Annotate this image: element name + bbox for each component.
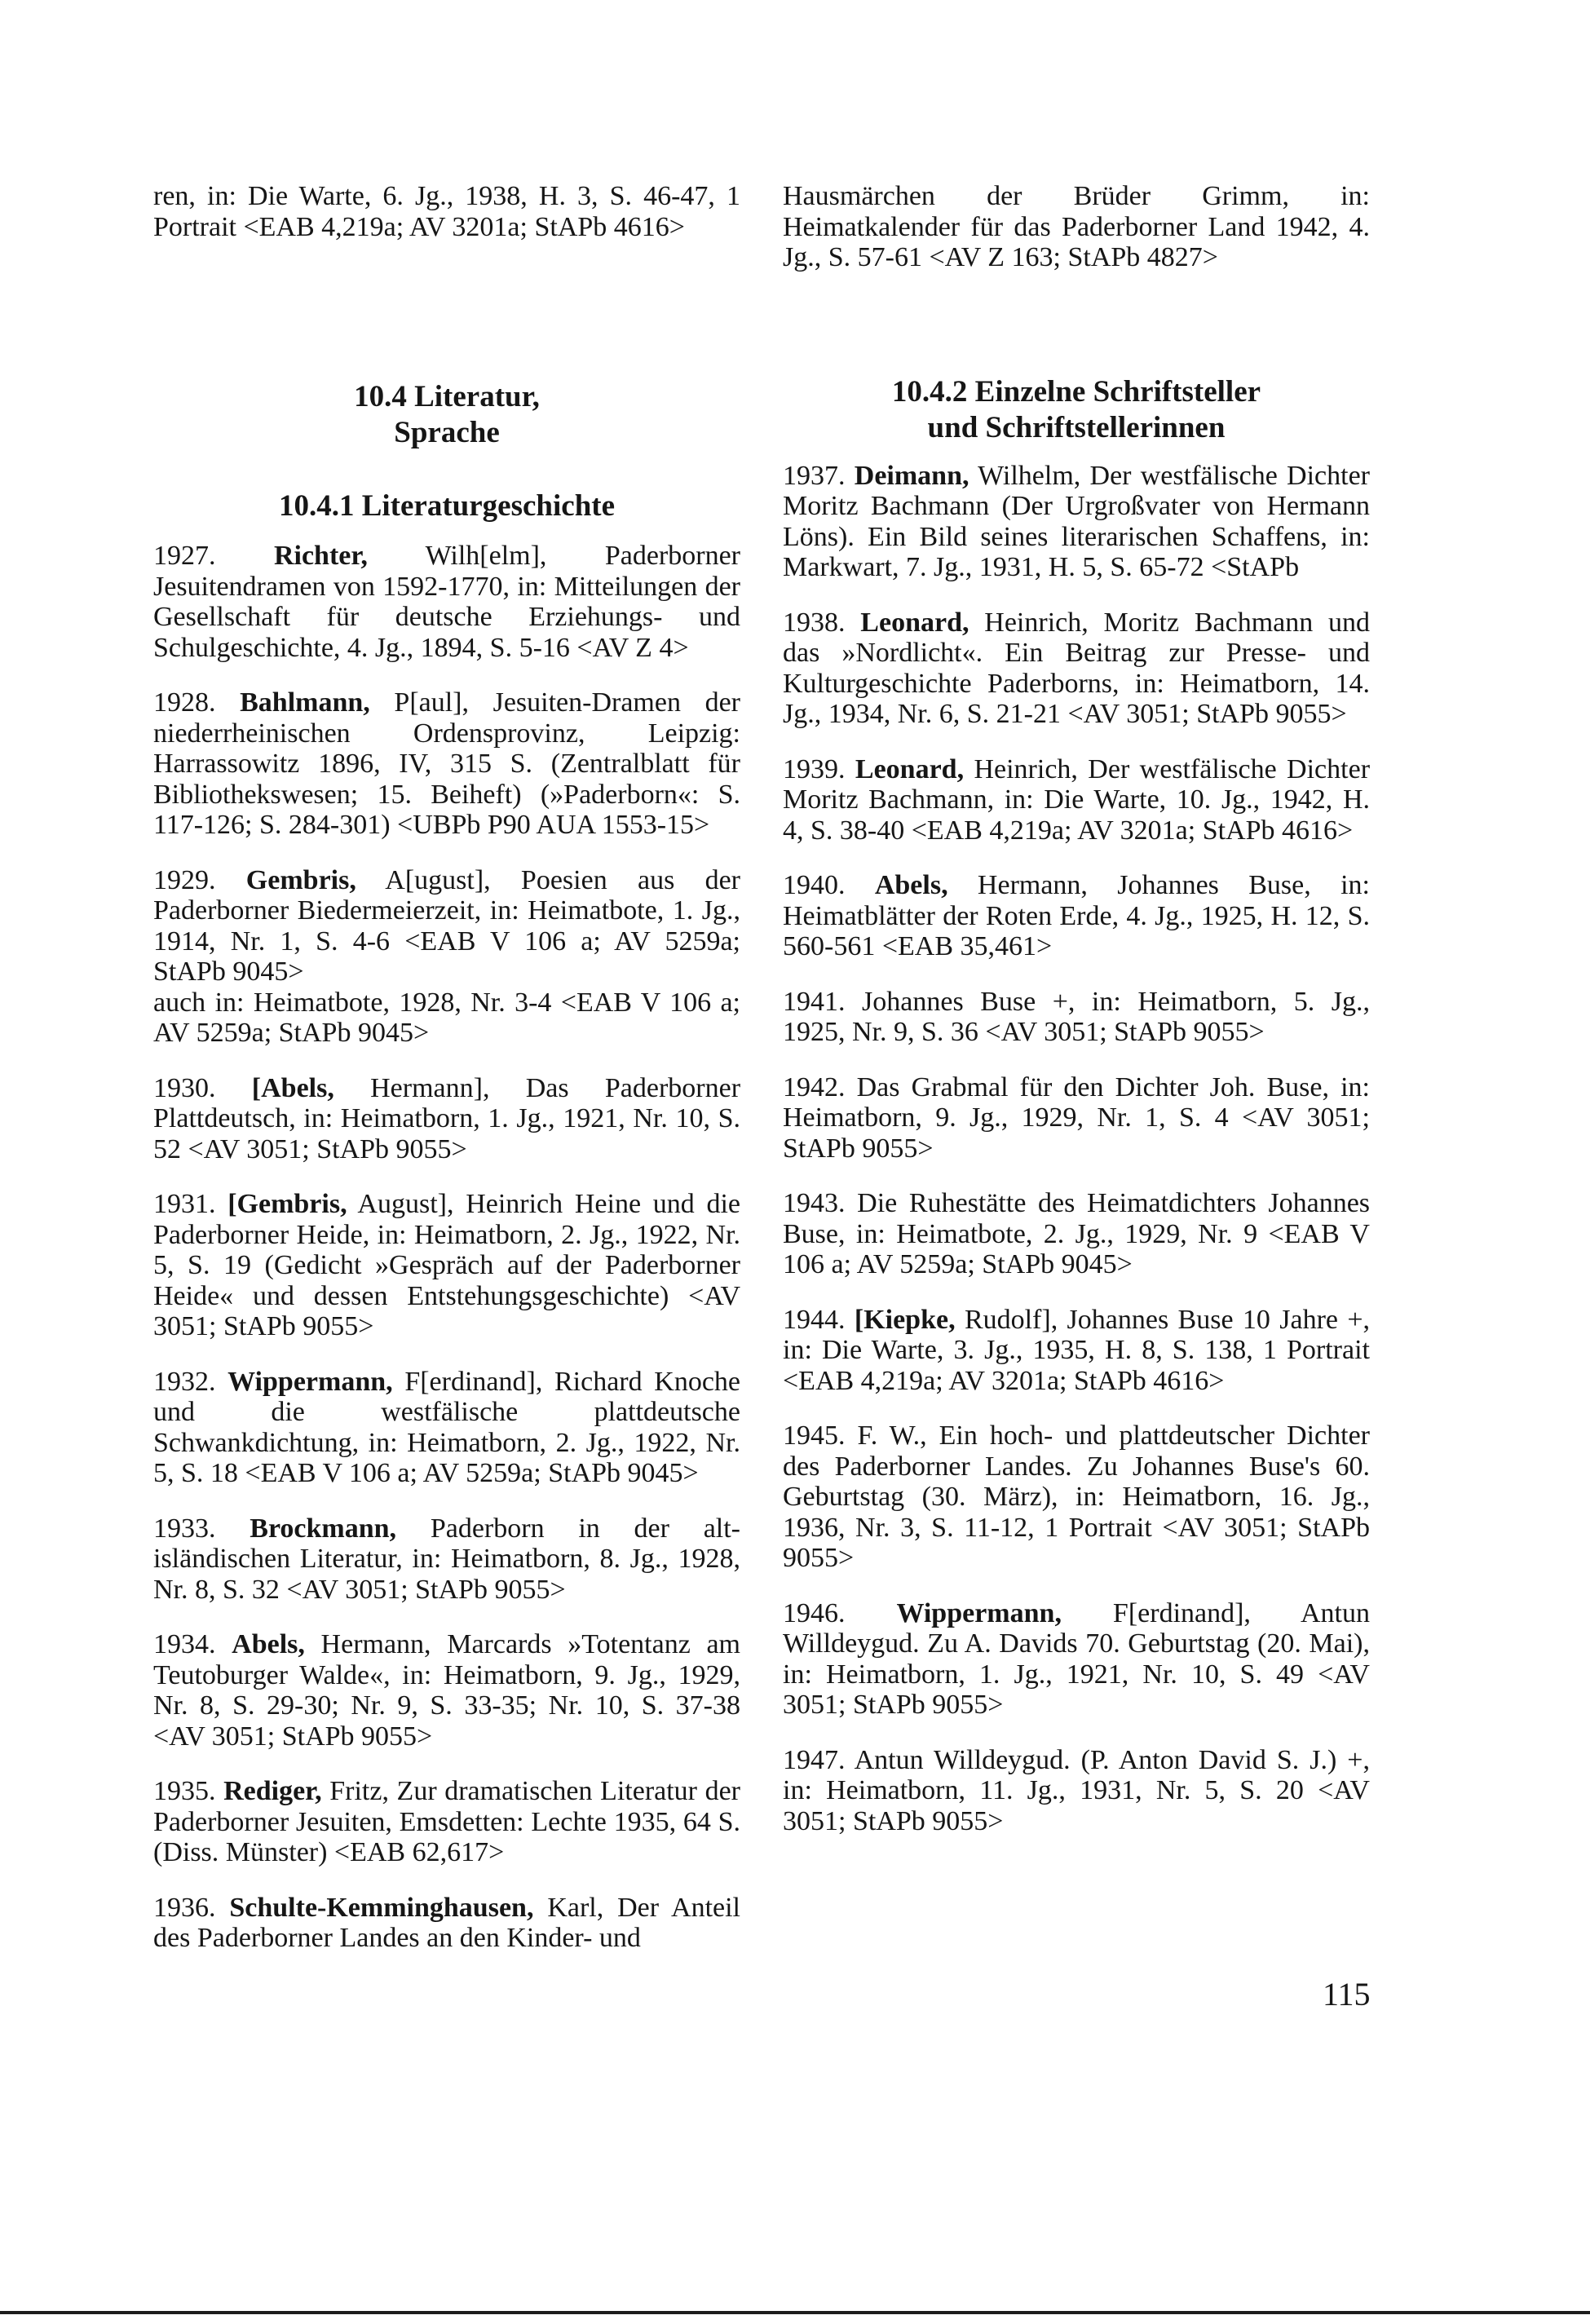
entry-number: 1938.: [783, 607, 846, 638]
entry-text: Hermann, Marcards »Totentanz am Teutoburger Walde«, in: Heimatborn, 9. Jg., 1929, Nr. 8, S. 29-30; Nr. 9, S. 33-35; Nr. 10, S. 37-38 <AV 3051; StAPb 9055>: [153, 1629, 740, 1752]
bottom-rule: [0, 2311, 1590, 2314]
entry-number: 1941.: [783, 986, 846, 1017]
section-heading-line2: Sprache: [394, 416, 500, 449]
bibliography-entry: [153, 1073, 740, 1165]
entry-number: 1937.: [783, 460, 846, 491]
bibliography-entry: [153, 1629, 740, 1752]
bibliography-entry: [783, 987, 1370, 1048]
entry-text: Karl, Der Anteil des Paderborner Landes an den Kinder- und: [153, 1892, 741, 1953]
entry-number: 1930.: [153, 1072, 216, 1103]
entry-author: [Abels,: [251, 1072, 334, 1103]
entry-text: August], Heinrich Heine und die Paderborner Heide, in: Heimatborn, 2. Jg., 1922, Nr. 5, S. 19 (Gedicht »Gespräch auf der Paderborner Heide« und dessen Entstehungsgeschichte) <AV 3051; StAPb 9055>: [153, 1189, 740, 1341]
subsection-heading: [783, 374, 1370, 446]
entry-text: A[ugust], Poesien aus der Paderborner Biedermeierzeit, in: Heimatbote, 1. Jg., 1914, Nr. 1, S. 4-6 <EAB V 106 a; AV 5259a; StAPb 9045>: [153, 864, 741, 987]
entry-number: 1943.: [783, 1188, 846, 1218]
subsection-heading-line2: und Schriftstellerinnen: [927, 410, 1226, 444]
entry-text: Heinrich, Der westfälische Dichter Moritz Bachmann, in: Die Warte, 10. Jg., 1942, H. 4, S. 38-40 <EAB 4,219a; AV 3201a; StAPb 4616>: [783, 753, 1371, 846]
entry-number: 1929.: [153, 864, 216, 895]
entry-author: Deimann,: [854, 460, 969, 491]
entry-author: Rediger,: [223, 1776, 322, 1806]
bibliography-entry: [783, 1188, 1370, 1280]
entry-author: Abels,: [874, 870, 948, 900]
right-column: [783, 181, 1370, 1861]
entry-number: 1940.: [783, 870, 846, 900]
entry-text: Wilhelm, Der westfälische Dichter Moritz Bachmann (Der Urgroßvater von Hermann Löns). Ein Bild seines literarischen Schaffens, in: Markwart, 7. Jg., 1931, H. 5, S. 65-72 <StAPb: [783, 460, 1370, 582]
left-column: [153, 181, 740, 1978]
entry-number: 1928.: [153, 687, 216, 718]
entry-text: Paderborn in der alt-isländischen Literatur, in: Heimatborn, 8. Jg., 1928, Nr. 8, S. 32 <AV 3051; StAPb 9055>: [153, 1513, 741, 1605]
bibliography-entry: [153, 865, 740, 1049]
entry-author: Bahlmann,: [240, 687, 370, 718]
entry-author: Gembris,: [245, 864, 356, 895]
subsection-heading-line1: 10.4.2 Einzelne Schriftsteller: [891, 374, 1261, 409]
entry-text: Antun Willdeygud. (P. Anton David S. J.) +, in: Heimatborn, 11. Jg., 1931, Nr. 5, S. 20 <AV 3051; StAPb 9055>: [783, 1744, 1370, 1836]
bibliography-entry: [153, 1776, 740, 1868]
entry-text: F[erdinand], Richard Knoche und die westfälische plattdeutsche Schwankdichtung, in: Heimatborn, 2. Jg., 1922, Nr. 5, S. 18 <EAB V 106 a; AV 5259a; StAPb 9045>: [153, 1366, 741, 1488]
bibliography-entry: [153, 687, 740, 841]
entry-extra-text: auch in: Heimatbote, 1928, Nr. 3-4 <EAB V 106 a; AV 5259a; StAPb 9045>: [153, 987, 740, 1048]
entry-author: Wippermann,: [227, 1366, 393, 1397]
entry-number: 1931.: [153, 1189, 216, 1219]
entry-number: 1927.: [153, 541, 216, 571]
entry-text: Johannes Buse +, in: Heimatborn, 5. Jg., 1925, Nr. 9, S. 36 <AV 3051; StAPb 9055>: [783, 986, 1371, 1047]
bibliography-entry: [783, 1745, 1370, 1837]
entry-text: Fritz, Zur dramatischen Literatur der Paderborner Jesuiten, Emsdetten: Lechte 1935, 64 S. (Diss. Münster) <EAB 62,617>: [153, 1776, 741, 1867]
continuation-text: Hausmärchen der Brüder Grimm, in: Heimatkalender für das Paderborner Land 1942, 4. Jg., S. 57-61 <AV Z 163; StAPb 4827>: [783, 181, 1370, 272]
entry-text: Die Ruhestätte des Heimatdichters Johannes Buse, in: Heimatbote, 2. Jg., 1929, Nr. 9 <EAB V 106 a; AV 5259a; StAPb 9045>: [783, 1188, 1371, 1279]
entry-number: 1936.: [153, 1892, 216, 1923]
bibliography-entry: [783, 870, 1370, 962]
bibliography-entry: [783, 754, 1370, 846]
bibliography-entry: [783, 1072, 1370, 1164]
entry-number: 1946.: [783, 1597, 846, 1628]
entry-text: Heinrich, Moritz Bachmann und das »Nordlicht«. Ein Beitrag zur Presse- und Kulturgeschichte Paderborns, in: Heimatborn, 14. Jg., 1934, Nr. 6, S. 21-21 <AV 3051; StAPb 9055>: [783, 607, 1371, 729]
entry-author: Brockmann,: [250, 1513, 397, 1544]
entry-text: Hermann], Das Paderborner Plattdeutsch, in: Heimatborn, 1. Jg., 1921, Nr. 10, S. 52 <AV 3051; StAPb 9055>: [153, 1072, 741, 1164]
bibliography-entry: [783, 461, 1370, 583]
entry-text: Hermann, Johannes Buse, in: Heimatblätter der Roten Erde, 4. Jg., 1925, H. 12, S. 560-561 <EAB 35,461>: [783, 870, 1370, 961]
bibliography-entry: [153, 1189, 740, 1342]
entry-author: Wippermann,: [896, 1597, 1062, 1628]
entry-author: Abels,: [232, 1629, 305, 1659]
entry-text: Rudolf], Johannes Buse 10 Jahre +, in: Die Warte, 3. Jg., 1935, H. 8, S. 138, 1 Portrait <EAB 4,219a; AV 3201a; StAPb 4616>: [783, 1304, 1371, 1396]
bibliography-entry: [153, 1893, 740, 1954]
bibliography-entry: [783, 608, 1370, 730]
entry-author: Richter,: [273, 541, 368, 571]
section-heading: [153, 379, 740, 451]
entry-text: P[aul], Jesuiten-Dramen der niederrheinischen Ordensprovinz, Leipzig: Harrassowitz 1896, IV, 315 S. (Zentralblatt für Bibliothekswesen; 15. Beiheft) (»Paderborn«: S. 117-126; S. 284-301) <UBPb P90 AUA 1553-15>: [153, 687, 740, 840]
bibliography-entry: [153, 541, 740, 663]
entry-number: 1945.: [783, 1420, 846, 1451]
bibliography-entry: [783, 1420, 1370, 1574]
entry-author: [Gembris,: [227, 1189, 347, 1219]
entry-text: F[erdinand], Antun Willdeygud. Zu A. Davids 70. Geburtstag (20. Mai), in: Heimatborn, 1. Jg., 1921, Nr. 10, S. 49 <AV 3051; StAPb 9055>: [783, 1597, 1371, 1720]
continuation-text: ren, in: Die Warte, 6. Jg., 1938, H. 3, S. 46-47, 1 Portrait <EAB 4,219a; AV 3201a; StAPb 4616>: [153, 181, 740, 242]
section-heading-line1: 10.4 Literatur,: [354, 380, 540, 413]
bibliography-entry: [153, 1367, 740, 1489]
page-number: 115: [1323, 1976, 1371, 2013]
entry-text: F. W., Ein hoch- und plattdeutscher Dichter des Paderborner Landes. Zu Johannes Buse's 60. Geburtstag (30. März), in: Heimatborn, 16. Jg., 1936, Nr. 3, S. 11-12, 1 Portrait <AV 3051; StAPb 9055>: [783, 1420, 1371, 1573]
entry-number: 1932.: [153, 1366, 216, 1397]
subsection-heading: 10.4.1 Literaturgeschichte: [278, 489, 616, 523]
entry-number: 1939.: [783, 753, 846, 784]
entry-author: [Kiepke,: [854, 1304, 956, 1335]
bibliography-entry: [783, 1305, 1370, 1397]
entry-author: Leonard,: [860, 607, 969, 638]
entry-number: 1934.: [153, 1629, 216, 1659]
entry-author: Schulte-Kemminghausen,: [229, 1892, 534, 1923]
bibliography-entry: [153, 1513, 740, 1606]
entry-text: Das Grabmal für den Dichter Joh. Buse, in: Heimatborn, 9. Jg., 1929, Nr. 1, S. 4 <AV 3051; StAPb 9055>: [783, 1071, 1370, 1164]
entry-number: 1942.: [783, 1071, 846, 1102]
entry-number: 1947.: [783, 1744, 846, 1775]
entry-number: 1933.: [153, 1513, 216, 1544]
entry-text: Wilh[elm], Paderborner Jesuitendramen von 1592-1770, in: Mitteilungen der Gesellschaft für deutsche Erziehungs- und Schulgeschichte, 4. Jg., 1894, S. 5-16 <AV Z 4>: [153, 541, 740, 663]
entry-number: 1935.: [153, 1776, 216, 1806]
entry-author: Leonard,: [855, 753, 965, 784]
bibliography-entry: [783, 1598, 1370, 1721]
entry-number: 1944.: [783, 1304, 846, 1335]
